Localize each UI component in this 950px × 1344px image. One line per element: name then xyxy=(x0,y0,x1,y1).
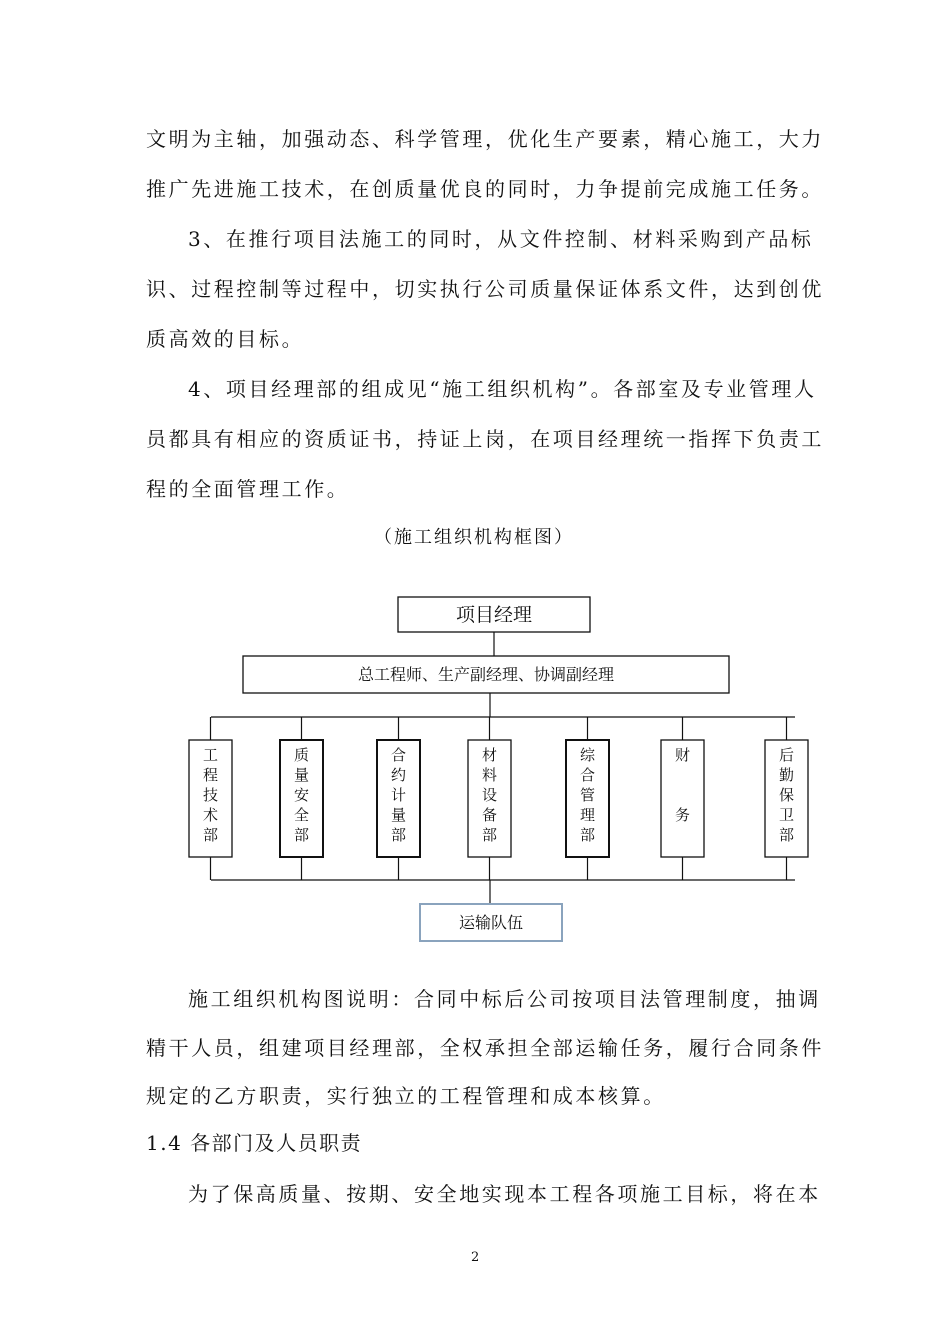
department-char: 量 xyxy=(293,766,310,784)
paragraph-line: 施工组织机构图说明：合同中标后公司按项目法管理制度，抽调 xyxy=(188,987,821,1011)
department-char: 部 xyxy=(202,826,219,844)
figure-caption: （施工组织机构框图） xyxy=(374,527,574,548)
department-char: 量 xyxy=(390,806,407,824)
department-char: 安 xyxy=(293,786,310,804)
department-char: 部 xyxy=(778,826,795,844)
department-char: 管 xyxy=(579,786,596,804)
paragraph-line: 为了保高质量、按期、安全地实现本工程各项施工目标，将在本 xyxy=(188,1182,821,1206)
department-char: 程 xyxy=(202,766,219,784)
paragraph-line: 推广先进施工技术，在创质量优良的同时，力争提前完成施工任务。 xyxy=(146,177,824,201)
department-char: 保 xyxy=(778,786,795,804)
section-heading: 1.4 各部门及人员职责 xyxy=(146,1131,363,1155)
department-char: 部 xyxy=(293,826,310,844)
org-second-label: 总工程师、生产副经理、协调副经理 xyxy=(357,665,615,684)
department-char: 卫 xyxy=(778,806,795,824)
page-number: 2 xyxy=(471,1250,480,1265)
paragraph-line: 员都具有相应的资质证书，持证上岗，在项目经理统一指挥下负责工 xyxy=(146,427,824,451)
department-char: 料 xyxy=(481,766,498,784)
paragraph-line: 质高效的目标。 xyxy=(146,327,305,351)
department-char: 合 xyxy=(579,766,596,784)
department-char: 工 xyxy=(202,746,219,764)
paragraph-line: 程的全面管理工作。 xyxy=(146,477,350,501)
paragraph-line: 规定的乙方职责，实行独立的工程管理和成本核算。 xyxy=(146,1084,666,1108)
department-char: 部 xyxy=(481,826,498,844)
department-char: 计 xyxy=(390,786,407,804)
paragraph-line: 文明为主轴，加强动态、科学管理，优化生产要素，精心施工，大力 xyxy=(146,127,824,151)
department-char: 备 xyxy=(481,806,498,824)
department-char: 术 xyxy=(202,806,219,824)
org-top-label: 项目经理 xyxy=(455,604,533,626)
department-char: 设 xyxy=(481,786,498,804)
department-char: 材 xyxy=(481,746,498,764)
department-char: 全 xyxy=(293,806,310,824)
paragraph-line: 4、项目经理部的组成见“施工组织机构”。各部室及专业管理人 xyxy=(188,377,817,401)
department-char: 部 xyxy=(579,826,596,844)
department-char: 约 xyxy=(390,766,407,784)
org-bottom-label: 运输队伍 xyxy=(458,913,524,932)
department-char: 理 xyxy=(579,806,596,824)
department-char: 勤 xyxy=(778,766,795,784)
department-char: 后 xyxy=(778,746,795,764)
department-char: 技 xyxy=(202,786,219,804)
department-char: 合 xyxy=(390,746,407,764)
departments-group xyxy=(189,717,808,880)
paragraph-line: 3、在推行项目法施工的同时，从文件控制、材料采购到产品标 xyxy=(188,227,814,251)
department-char: 质 xyxy=(293,746,310,764)
department-char: 综 xyxy=(579,746,596,764)
paragraph-line: 精干人员，组建项目经理部，全权承担全部运输任务，履行合同条件 xyxy=(146,1036,824,1060)
department-char: 务 xyxy=(674,806,691,824)
paragraph-line: 识、过程控制等过程中，切实执行公司质量保证体系文件，达到创优 xyxy=(146,277,824,301)
department-char: 财 xyxy=(674,746,691,764)
department-char: 部 xyxy=(390,826,407,844)
